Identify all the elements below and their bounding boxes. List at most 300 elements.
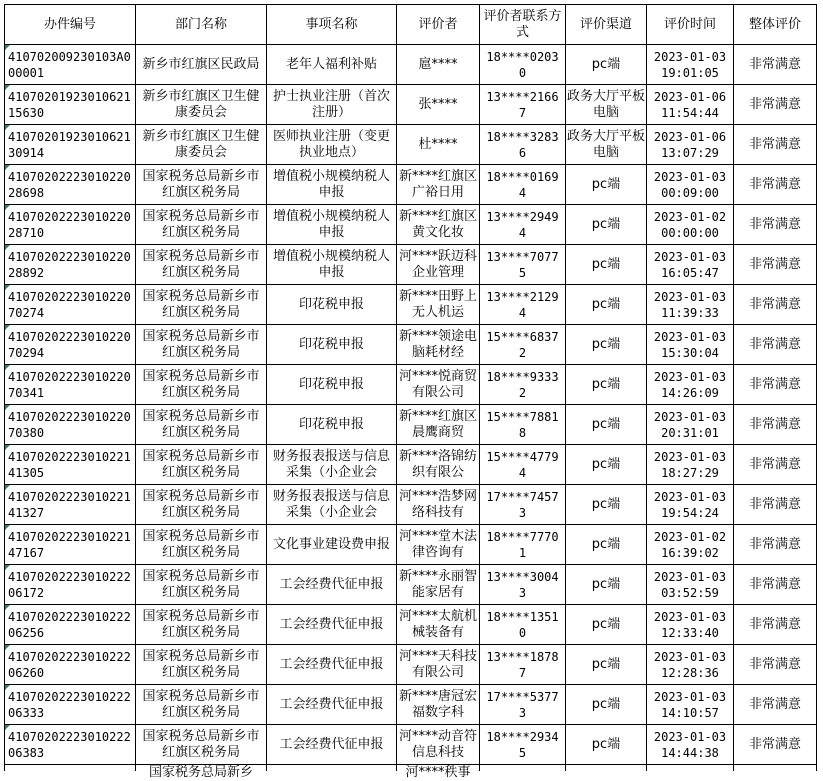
rating-cell[interactable] bbox=[734, 605, 817, 645]
time-cell[interactable] bbox=[647, 45, 734, 85]
channel-cell[interactable] bbox=[566, 405, 647, 445]
department-cell[interactable] bbox=[136, 645, 267, 685]
channel-text: pc端 bbox=[591, 496, 621, 512]
time-cell[interactable] bbox=[647, 605, 734, 645]
header-row bbox=[5, 5, 817, 45]
channel-text: pc端 bbox=[591, 456, 621, 472]
channel-cell[interactable] bbox=[566, 565, 647, 605]
time-clock-text: 16:05:47 bbox=[661, 265, 719, 280]
id-text: 4107020222301022206260 bbox=[8, 649, 131, 680]
rating-cell[interactable] bbox=[734, 725, 817, 765]
channel-cell[interactable] bbox=[566, 45, 647, 85]
rating-cell[interactable] bbox=[734, 525, 817, 565]
case-id-cell[interactable] bbox=[5, 365, 136, 405]
case-id-cell[interactable] bbox=[5, 525, 136, 565]
contact-cell[interactable] bbox=[480, 85, 566, 125]
table-row bbox=[5, 45, 817, 85]
item-text: 增值税小规模纳税人申报 bbox=[272, 168, 390, 200]
rating-cell[interactable] bbox=[734, 685, 817, 725]
case-id-cell[interactable] bbox=[5, 205, 136, 245]
time-clock-text: 18:27:29 bbox=[661, 465, 719, 480]
evaluator-cell[interactable] bbox=[397, 405, 480, 445]
phone-text: 15****68372 bbox=[486, 329, 559, 360]
time-cell[interactable] bbox=[647, 725, 734, 765]
rating-text: 非常满意 bbox=[748, 576, 801, 592]
item-name-cell[interactable] bbox=[267, 325, 397, 365]
item-name-cell[interactable] bbox=[267, 725, 397, 765]
rating-cell[interactable] bbox=[734, 45, 817, 85]
evaluator-cell[interactable] bbox=[397, 365, 480, 405]
item-text: 增值税小规模纳税人申报 bbox=[272, 208, 390, 240]
channel-cell[interactable] bbox=[566, 285, 647, 325]
evaluator-cell[interactable] bbox=[397, 645, 480, 685]
evaluator-text: 河****堂木法律咨询有 bbox=[398, 528, 477, 560]
evaluator-text: 张**** bbox=[418, 96, 458, 112]
rating-text: 非常满意 bbox=[748, 376, 801, 392]
evaluator-text: 新****田野上无人机运 bbox=[398, 288, 477, 320]
department-cell[interactable] bbox=[136, 445, 267, 485]
item-text: 工会经费代征申报 bbox=[279, 576, 384, 592]
time-date-text: 2023-01-03 bbox=[653, 329, 727, 344]
time-cell[interactable] bbox=[647, 525, 734, 565]
department-cell[interactable] bbox=[136, 85, 267, 125]
phone-text: 18****32836 bbox=[486, 129, 559, 160]
item-name-cell[interactable] bbox=[267, 245, 397, 285]
channel-cell[interactable] bbox=[566, 85, 647, 125]
case-id-cell[interactable] bbox=[5, 725, 136, 765]
time-cell[interactable] bbox=[647, 485, 734, 525]
evaluator-text: 杜**** bbox=[418, 136, 458, 152]
rating-cell[interactable] bbox=[734, 245, 817, 285]
partial-cell[interactable] bbox=[734, 765, 817, 772]
rating-cell[interactable] bbox=[734, 85, 817, 125]
partial-cell[interactable] bbox=[480, 765, 566, 772]
partial-cell[interactable] bbox=[566, 765, 647, 772]
rating-cell[interactable] bbox=[734, 125, 817, 165]
department-cell[interactable] bbox=[136, 685, 267, 725]
evaluator-cell[interactable] bbox=[397, 165, 480, 205]
item-name-cell[interactable] bbox=[267, 525, 397, 565]
dept-text: 新乡市红旗区卫生健康委员会 bbox=[142, 128, 260, 160]
rating-cell[interactable] bbox=[734, 285, 817, 325]
department-cell[interactable] bbox=[136, 205, 267, 245]
time-date-text: 2023-01-03 bbox=[653, 249, 727, 264]
table-row bbox=[5, 525, 817, 565]
evaluator-cell[interactable] bbox=[397, 245, 480, 285]
time-date-text: 2023-01-03 bbox=[653, 649, 727, 664]
phone-text: 13****30043 bbox=[486, 569, 559, 600]
time-date-text: 2023-01-06 bbox=[653, 129, 727, 144]
contact-cell[interactable] bbox=[480, 485, 566, 525]
evaluator-cell[interactable] bbox=[397, 605, 480, 645]
contact-cell[interactable] bbox=[480, 725, 566, 765]
dept-text: 国家税务总局新乡市红旗区税务局 bbox=[142, 568, 260, 600]
id-text: 4107020222301022141327 bbox=[8, 489, 131, 520]
item-name-cell[interactable] bbox=[267, 205, 397, 245]
rating-text: 非常满意 bbox=[748, 696, 801, 712]
case-id-cell[interactable] bbox=[5, 245, 136, 285]
time-date-text: 2023-01-03 bbox=[653, 409, 727, 424]
item-text: 工会经费代征申报 bbox=[279, 696, 384, 712]
time-cell[interactable] bbox=[647, 685, 734, 725]
contact-cell[interactable] bbox=[480, 205, 566, 245]
channel-cell[interactable] bbox=[566, 685, 647, 725]
department-cell[interactable] bbox=[136, 245, 267, 285]
channel-text: pc端 bbox=[591, 336, 621, 352]
contact-cell[interactable] bbox=[480, 365, 566, 405]
rating-cell[interactable] bbox=[734, 165, 817, 205]
department-cell[interactable] bbox=[136, 485, 267, 525]
evaluator-cell[interactable] bbox=[397, 565, 480, 605]
item-name-cell[interactable] bbox=[267, 485, 397, 525]
time-date-text: 2023-01-06 bbox=[653, 89, 727, 104]
rating-text: 非常满意 bbox=[748, 56, 801, 72]
dept-text: 国家税务总局新乡市红旗区税务局 bbox=[142, 488, 260, 520]
rating-cell[interactable] bbox=[734, 645, 817, 685]
rating-cell[interactable] bbox=[734, 565, 817, 605]
evaluator-cell[interactable] bbox=[397, 685, 480, 725]
phone-text: 13****21294 bbox=[486, 289, 559, 320]
partial-cell[interactable] bbox=[267, 765, 397, 772]
evaluator-text: 新****领途电脑耗材经 bbox=[398, 328, 477, 360]
channel-text: pc端 bbox=[591, 576, 621, 592]
contact-cell[interactable] bbox=[480, 245, 566, 285]
phone-text: 15****47794 bbox=[486, 449, 559, 480]
time-cell[interactable] bbox=[647, 125, 734, 165]
time-clock-text: 00:09:00 bbox=[661, 185, 719, 200]
item-name-cell[interactable] bbox=[267, 445, 397, 485]
id-text: 4107020222301022070294 bbox=[8, 329, 131, 360]
item-text: 工会经费代征申报 bbox=[279, 656, 384, 672]
item-text: 印花税申报 bbox=[298, 296, 364, 312]
item-name-cell[interactable] bbox=[267, 645, 397, 685]
partial-cell[interactable] bbox=[647, 765, 734, 772]
item-text: 文化事业建设费申报 bbox=[272, 536, 390, 552]
department-cell[interactable] bbox=[136, 165, 267, 205]
case-id-cell[interactable] bbox=[5, 125, 136, 165]
channel-text: pc端 bbox=[591, 256, 621, 272]
partial-cell[interactable] bbox=[136, 765, 267, 780]
channel-text: pc端 bbox=[591, 736, 621, 752]
time-clock-text: 00:00:00 bbox=[661, 225, 719, 240]
contact-cell[interactable] bbox=[480, 685, 566, 725]
channel-cell[interactable] bbox=[566, 605, 647, 645]
time-cell[interactable] bbox=[647, 365, 734, 405]
dept-text: 新乡市红旗区卫生健康委员会 bbox=[142, 88, 260, 120]
case-id-cell[interactable] bbox=[5, 485, 136, 525]
evaluator-cell[interactable] bbox=[397, 525, 480, 565]
channel-cell[interactable] bbox=[566, 125, 647, 165]
rating-text: 非常满意 bbox=[748, 416, 801, 432]
item-text: 工会经费代征申报 bbox=[279, 616, 384, 632]
rating-cell[interactable] bbox=[734, 485, 817, 525]
evaluator-cell[interactable] bbox=[397, 445, 480, 485]
id-text: 4107020222301022028710 bbox=[8, 209, 131, 240]
time-date-text: 2023-01-02 bbox=[653, 209, 727, 224]
rating-text: 非常满意 bbox=[748, 176, 801, 192]
channel-cell[interactable] bbox=[566, 645, 647, 685]
channel-cell[interactable] bbox=[566, 445, 647, 485]
time-cell[interactable] bbox=[647, 285, 734, 325]
dept-text: 国家税务总局新乡市红旗区税务局 bbox=[142, 528, 260, 560]
table-row bbox=[5, 485, 817, 525]
evaluator-cell[interactable] bbox=[397, 485, 480, 525]
evaluator-cell[interactable] bbox=[397, 725, 480, 765]
time-clock-text: 13:07:29 bbox=[661, 145, 719, 160]
channel-text: pc端 bbox=[591, 696, 621, 712]
id-text: 4107020192301062130914 bbox=[8, 129, 131, 160]
contact-cell[interactable] bbox=[480, 565, 566, 605]
time-cell[interactable] bbox=[647, 85, 734, 125]
item-text: 印花税申报 bbox=[298, 376, 364, 392]
time-date-text: 2023-01-03 bbox=[653, 49, 727, 64]
item-name-cell[interactable] bbox=[267, 165, 397, 205]
item-name-cell[interactable] bbox=[267, 685, 397, 725]
time-clock-text: 14:44:38 bbox=[661, 745, 719, 760]
department-cell[interactable] bbox=[136, 605, 267, 645]
header-cell[interactable]: 事项名称 bbox=[267, 5, 397, 45]
channel-text: pc端 bbox=[591, 416, 621, 432]
header-cell[interactable]: 办件编号 bbox=[5, 5, 136, 45]
case-id-cell[interactable] bbox=[5, 325, 136, 365]
channel-cell[interactable] bbox=[566, 525, 647, 565]
time-clock-text: 15:30:04 bbox=[661, 345, 719, 360]
department-cell[interactable] bbox=[136, 285, 267, 325]
contact-cell[interactable] bbox=[480, 405, 566, 445]
item-name-cell[interactable] bbox=[267, 605, 397, 645]
department-cell[interactable] bbox=[136, 565, 267, 605]
item-text: 财务报表报送与信息采集（小企业会 bbox=[272, 448, 390, 480]
evaluator-text: 新****红旗区黄文化妆 bbox=[398, 208, 477, 240]
department-cell[interactable] bbox=[136, 405, 267, 445]
rating-cell[interactable] bbox=[734, 205, 817, 245]
rating-text: 非常满意 bbox=[748, 656, 801, 672]
dept-text: 国家税务总局新乡市红旗区税务局 bbox=[142, 648, 260, 680]
item-name-cell[interactable] bbox=[267, 85, 397, 125]
rating-cell[interactable] bbox=[734, 445, 817, 485]
time-cell[interactable] bbox=[647, 165, 734, 205]
item-name-cell[interactable] bbox=[267, 45, 397, 85]
time-date-text: 2023-01-02 bbox=[653, 529, 727, 544]
table-row bbox=[5, 605, 817, 645]
table-row bbox=[5, 685, 817, 725]
channel-text: 政务大厅平板电脑 bbox=[566, 88, 645, 120]
rating-cell[interactable] bbox=[734, 365, 817, 405]
time-clock-text: 12:33:40 bbox=[661, 625, 719, 640]
channel-cell[interactable] bbox=[566, 365, 647, 405]
dept-text: 国家税务总局新乡市红旗区税务局 bbox=[142, 368, 260, 400]
rating-cell[interactable] bbox=[734, 405, 817, 445]
time-clock-text: 12:28:36 bbox=[661, 665, 719, 680]
channel-cell[interactable] bbox=[566, 725, 647, 765]
channel-text: pc端 bbox=[591, 376, 621, 392]
case-id-cell[interactable] bbox=[5, 85, 136, 125]
time-cell[interactable] bbox=[647, 405, 734, 445]
evaluator-cell[interactable] bbox=[397, 45, 480, 85]
evaluator-cell[interactable] bbox=[397, 325, 480, 365]
id-text: 4107020222301022070341 bbox=[8, 369, 131, 400]
evaluator-cell[interactable] bbox=[397, 85, 480, 125]
case-id-cell[interactable] bbox=[5, 565, 136, 605]
item-text: 护士执业注册（首次注册） bbox=[272, 88, 390, 120]
rating-cell[interactable] bbox=[734, 325, 817, 365]
phone-text: 13****70775 bbox=[486, 249, 559, 280]
evaluator-cell[interactable] bbox=[397, 125, 480, 165]
contact-cell[interactable] bbox=[480, 605, 566, 645]
contact-cell[interactable] bbox=[480, 525, 566, 565]
partial-cell[interactable] bbox=[397, 765, 480, 780]
header-cell[interactable]: 整体评价 bbox=[734, 5, 817, 45]
rating-text: 非常满意 bbox=[748, 296, 801, 312]
table-row bbox=[5, 165, 817, 205]
channel-cell[interactable] bbox=[566, 165, 647, 205]
time-cell[interactable] bbox=[647, 445, 734, 485]
item-text: 医师执业注册（变更执业地点） bbox=[272, 128, 390, 160]
channel-cell[interactable] bbox=[566, 485, 647, 525]
table-row bbox=[5, 405, 817, 445]
table-row bbox=[5, 125, 817, 165]
table-row bbox=[5, 365, 817, 405]
partial-cell[interactable] bbox=[5, 765, 136, 772]
rating-text: 非常满意 bbox=[748, 216, 801, 232]
contact-cell[interactable] bbox=[480, 325, 566, 365]
dept-text: 新乡市红旗区民政局 bbox=[142, 56, 260, 72]
table-row bbox=[5, 645, 817, 685]
channel-cell[interactable] bbox=[566, 245, 647, 285]
phone-text: 18****13510 bbox=[486, 609, 559, 640]
department-cell[interactable] bbox=[136, 325, 267, 365]
evaluator-text: 河****秩事 bbox=[405, 765, 471, 780]
dept-text: 国家税务总局新乡市红旗区税务局 bbox=[142, 208, 260, 240]
case-id-cell[interactable] bbox=[5, 445, 136, 485]
department-cell[interactable] bbox=[136, 365, 267, 405]
item-text: 老年人福利补贴 bbox=[285, 56, 377, 72]
header-cell[interactable]: 评价者 bbox=[397, 5, 480, 45]
id-text: 4107020222301022141305 bbox=[8, 449, 131, 480]
case-id-cell[interactable] bbox=[5, 45, 136, 85]
case-id-cell[interactable] bbox=[5, 165, 136, 205]
department-cell[interactable] bbox=[136, 725, 267, 765]
case-id-cell[interactable] bbox=[5, 645, 136, 685]
dept-text: 国家税务总局新乡 bbox=[148, 765, 253, 780]
case-id-cell[interactable] bbox=[5, 405, 136, 445]
evaluation-table bbox=[4, 4, 817, 780]
contact-cell[interactable] bbox=[480, 445, 566, 485]
contact-cell[interactable] bbox=[480, 45, 566, 85]
evaluator-text: 河****浩梦网络科技有 bbox=[398, 488, 477, 520]
channel-cell[interactable] bbox=[566, 325, 647, 365]
time-date-text: 2023-01-03 bbox=[653, 689, 727, 704]
header-cell[interactable]: 评价时间 bbox=[647, 5, 734, 45]
dept-text: 国家税务总局新乡市红旗区税务局 bbox=[142, 728, 260, 760]
evaluator-text: 新****永丽智能家居有 bbox=[398, 568, 477, 600]
table-row bbox=[5, 565, 817, 605]
dept-text: 国家税务总局新乡市红旗区税务局 bbox=[142, 248, 260, 280]
id-text: 4107020222301022147167 bbox=[8, 529, 131, 560]
time-date-text: 2023-01-03 bbox=[653, 169, 727, 184]
evaluator-text: 河****悦商贸有限公司 bbox=[398, 368, 477, 400]
time-date-text: 2023-01-03 bbox=[653, 289, 727, 304]
header-cell[interactable]: 评价渠道 bbox=[566, 5, 647, 45]
evaluator-cell[interactable] bbox=[397, 285, 480, 325]
time-cell[interactable] bbox=[647, 205, 734, 245]
item-text: 增值税小规模纳税人申报 bbox=[272, 248, 390, 280]
channel-text: pc端 bbox=[591, 536, 621, 552]
time-cell[interactable] bbox=[647, 565, 734, 605]
id-text: 410702009230103A000001 bbox=[8, 49, 131, 80]
time-date-text: 2023-01-03 bbox=[653, 729, 727, 744]
item-text: 印花税申报 bbox=[298, 336, 364, 352]
channel-cell[interactable] bbox=[566, 205, 647, 245]
time-cell[interactable] bbox=[647, 245, 734, 285]
item-name-cell[interactable] bbox=[267, 565, 397, 605]
table-row bbox=[5, 325, 817, 365]
contact-cell[interactable] bbox=[480, 165, 566, 205]
case-id-cell[interactable] bbox=[5, 685, 136, 725]
dept-text: 国家税务总局新乡市红旗区税务局 bbox=[142, 608, 260, 640]
department-cell[interactable] bbox=[136, 125, 267, 165]
channel-text: pc端 bbox=[591, 656, 621, 672]
contact-cell[interactable] bbox=[480, 645, 566, 685]
department-cell[interactable] bbox=[136, 45, 267, 85]
time-date-text: 2023-01-03 bbox=[653, 489, 727, 504]
evaluator-cell[interactable] bbox=[397, 205, 480, 245]
item-name-cell[interactable] bbox=[267, 365, 397, 405]
rating-text: 非常满意 bbox=[748, 736, 801, 752]
time-clock-text: 11:54:44 bbox=[661, 105, 719, 120]
evaluator-text: 扈**** bbox=[418, 56, 458, 72]
id-text: 4107020222301022070274 bbox=[8, 289, 131, 320]
time-cell[interactable] bbox=[647, 645, 734, 685]
id-text: 4107020222301022206172 bbox=[8, 569, 131, 600]
time-clock-text: 14:26:09 bbox=[661, 385, 719, 400]
evaluator-text: 新****红旗区广裕日用 bbox=[398, 168, 477, 200]
dept-text: 国家税务总局新乡市红旗区税务局 bbox=[142, 328, 260, 360]
channel-text: pc端 bbox=[591, 216, 621, 232]
rating-text: 非常满意 bbox=[748, 256, 801, 272]
id-text: 4107020192301062115630 bbox=[8, 89, 131, 120]
item-text: 工会经费代征申报 bbox=[279, 736, 384, 752]
header-cell[interactable]: 评价者联系方式 bbox=[480, 5, 566, 45]
contact-cell[interactable] bbox=[480, 285, 566, 325]
rating-text: 非常满意 bbox=[748, 536, 801, 552]
evaluator-text: 新****红旗区晨鹰商贸 bbox=[398, 408, 477, 440]
channel-text: pc端 bbox=[591, 56, 621, 72]
time-clock-text: 19:54:24 bbox=[661, 505, 719, 520]
time-date-text: 2023-01-03 bbox=[653, 449, 727, 464]
item-name-cell[interactable] bbox=[267, 125, 397, 165]
time-clock-text: 20:31:01 bbox=[661, 425, 719, 440]
case-id-cell[interactable] bbox=[5, 605, 136, 645]
case-id-cell[interactable] bbox=[5, 285, 136, 325]
item-text: 财务报表报送与信息采集（小企业会 bbox=[272, 488, 390, 520]
item-name-cell[interactable] bbox=[267, 405, 397, 445]
time-date-text: 2023-01-03 bbox=[653, 569, 727, 584]
department-cell[interactable] bbox=[136, 525, 267, 565]
phone-text: 13****29494 bbox=[486, 209, 559, 240]
dept-text: 国家税务总局新乡市红旗区税务局 bbox=[142, 288, 260, 320]
spreadsheet bbox=[4, 4, 817, 780]
phone-text: 17****53773 bbox=[486, 689, 559, 720]
evaluator-text: 新****洛锦纺织有限公 bbox=[398, 448, 477, 480]
header-cell[interactable]: 部门名称 bbox=[136, 5, 267, 45]
contact-cell[interactable] bbox=[480, 125, 566, 165]
phone-text: 18****93332 bbox=[486, 369, 559, 400]
time-cell[interactable] bbox=[647, 325, 734, 365]
item-name-cell[interactable] bbox=[267, 285, 397, 325]
id-text: 4107020222301022028698 bbox=[8, 169, 131, 200]
rating-text: 非常满意 bbox=[748, 336, 801, 352]
